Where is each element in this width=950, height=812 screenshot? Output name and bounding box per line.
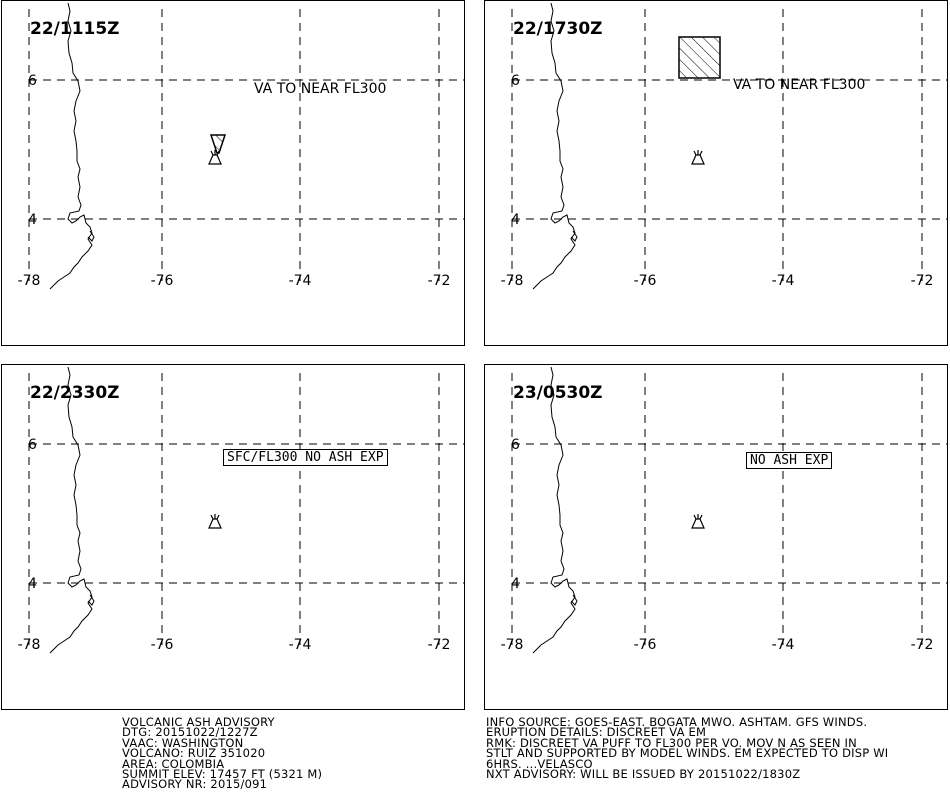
- panel-time-label: 22/1115Z: [30, 19, 120, 39]
- forecast-panel-4: [484, 364, 948, 710]
- volcano-triangle-icon: [692, 514, 704, 528]
- remark-line: 6HRS. ...VELASCO: [486, 756, 593, 771]
- advisory-line: AREA: COLOMBIA: [122, 756, 225, 771]
- no-ash-label: NO ASH EXP: [746, 452, 832, 469]
- longitude-label: -72: [427, 273, 451, 289]
- longitude-label: -72: [910, 273, 934, 289]
- longitude-label: -78: [500, 637, 524, 653]
- ash-height-annotation: VA TO NEAR FL300: [254, 81, 387, 97]
- coastline: [533, 367, 575, 653]
- latitude-label: 4: [511, 576, 520, 592]
- longitude-label: -76: [150, 273, 174, 289]
- coastline: [50, 367, 92, 653]
- panel-time-label: 22/2330Z: [30, 383, 120, 403]
- longitude-label: -76: [633, 273, 657, 289]
- volcano-triangle-icon: [692, 150, 704, 164]
- longitude-label: -78: [500, 273, 524, 289]
- coastline: [533, 3, 575, 289]
- longitude-label: -78: [17, 637, 41, 653]
- ash-height-annotation: VA TO NEAR FL300: [733, 77, 866, 93]
- longitude-label: -76: [150, 637, 174, 653]
- latitude-label: 6: [28, 437, 37, 453]
- panel-time-label: 23/0530Z: [513, 383, 603, 403]
- longitude-label: -74: [288, 273, 312, 289]
- latitude-label: 4: [28, 576, 37, 592]
- forecast-panel-1: [1, 0, 465, 346]
- forecast-panel-3: [1, 364, 465, 710]
- longitude-label: -74: [288, 637, 312, 653]
- no-ash-label: SFC/FL300 NO ASH EXP: [223, 449, 388, 466]
- remark-line: ERUPTION DETAILS: DISCREET VA EM: [486, 725, 707, 740]
- remark-line: NXT ADVISORY: WILL BE ISSUED BY 20151022/1830Z: [486, 766, 801, 781]
- latitude-label: 4: [28, 212, 37, 228]
- longitude-label: -72: [910, 637, 934, 653]
- map-canvas: [485, 1, 949, 347]
- advisory-line: VAAC: WASHINGTON: [122, 735, 244, 750]
- hatched-ash-cloud: [211, 135, 225, 153]
- longitude-label: -76: [633, 637, 657, 653]
- longitude-label: -74: [771, 273, 795, 289]
- advisory-header-block: [122, 717, 322, 790]
- coastline: [50, 3, 92, 289]
- latitude-label: 6: [511, 73, 520, 89]
- advisory-remarks-block: [486, 717, 888, 779]
- longitude-label: -78: [17, 273, 41, 289]
- latitude-label: 6: [511, 437, 520, 453]
- panel-time-label: 22/1730Z: [513, 19, 603, 39]
- map-canvas: [485, 365, 949, 711]
- volcano-triangle-icon: [209, 514, 221, 528]
- advisory-line: SUMMIT ELEV: 17457 FT (5321 M): [122, 766, 323, 781]
- advisory-line: DTG: 20151022/1227Z: [122, 725, 258, 740]
- forecast-panel-2: [484, 0, 948, 346]
- remark-line: RMK: DISCREET VA PUFF TO FL300 PER VO. MOV N AS SEEN IN: [486, 735, 857, 750]
- latitude-label: 4: [511, 212, 520, 228]
- remark-line: INFO SOURCE: GOES-EAST. BOGATA MWO. ASHTAM. GFS WINDS.: [486, 715, 868, 729]
- latitude-label: 6: [28, 73, 37, 89]
- advisory-line: ADVISORY NR: 2015/091: [122, 777, 268, 792]
- longitude-label: -72: [427, 637, 451, 653]
- longitude-label: -74: [771, 637, 795, 653]
- remark-line: STLT AND SUPPORTED BY MODEL WINDS. EM EXPECTED TO DISP WI: [486, 746, 889, 761]
- advisory-line: VOLCANIC ASH ADVISORY: [122, 715, 275, 729]
- map-canvas: [2, 365, 466, 711]
- map-canvas: [2, 1, 466, 347]
- hatched-ash-cloud: [679, 37, 720, 78]
- advisory-line: VOLCANO: RUIZ 351020: [122, 746, 266, 761]
